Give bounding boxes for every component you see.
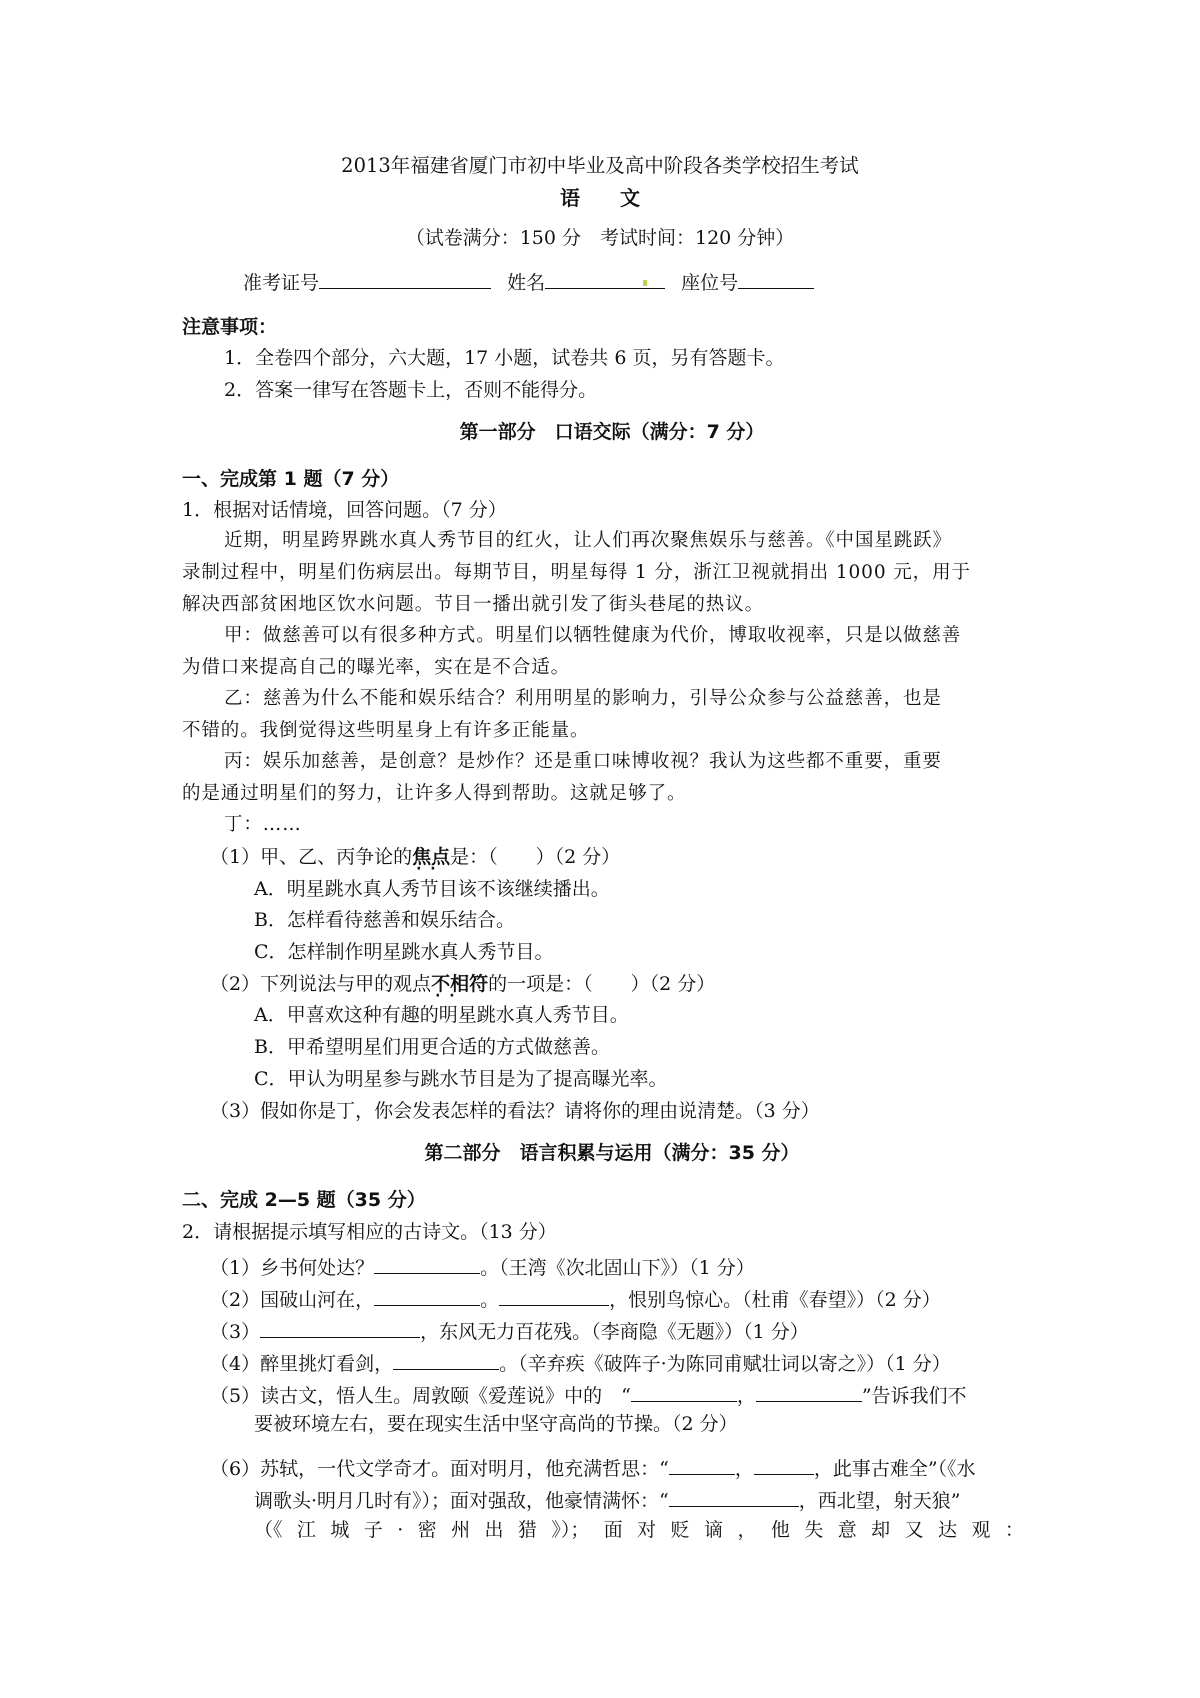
name-label: 姓名: [507, 272, 546, 294]
q1-sub3: （3）假如你是丁，你会发表怎样的看法？请将你的理由说清楚。（3 分）: [210, 1100, 820, 1122]
notice-item: 2．答案一律写在答题卡上，否则不能得分。: [224, 379, 598, 401]
part2-heading: 第二部分 语言积累与运用（满分：35 分）: [424, 1142, 800, 1164]
exam-no-label: 准考证号: [243, 272, 320, 294]
q2-stem: 2．请根据提示填写相应的古诗文。（13 分）: [182, 1221, 557, 1243]
passage-line: 丁：……: [224, 814, 302, 835]
option: C．甲认为明星参与跳水节目是为了提高曝光率。: [254, 1068, 668, 1090]
q2-item-1: [210, 1255, 755, 1278]
answer-blank: [260, 1319, 420, 1338]
q2-item-6-cont: [254, 1488, 960, 1511]
spread-char: 他: [770, 1519, 790, 1541]
text: ，西北望，射天狼”: [798, 1490, 961, 1512]
option: A．甲喜欢这种有趣的明星跳水真人秀节目。: [254, 1004, 629, 1026]
option: B．怎样看待慈善和娱乐结合。: [254, 909, 515, 931]
exam-title: 2013年福建省厦门市初中毕业及高中阶段各类学校招生考试: [341, 154, 859, 177]
notice-heading: 注意事项：: [182, 316, 278, 338]
option: A．明星跳水真人秀节目该不该继续播出。: [254, 878, 610, 900]
q1-sub1-pre: （1）甲、乙、丙争论的: [210, 846, 413, 868]
text: （6）苏轼，一代文学奇才。面对明月，他充满哲思：“: [210, 1458, 669, 1480]
passage-line: 近期，明星跨界跳水真人秀节目的红火，让人们再次聚焦娱乐与慈善。《中国星跳跃》: [224, 530, 952, 551]
text: ”告诉我们不: [861, 1385, 967, 1407]
answer-blank: [393, 1351, 499, 1370]
spread-char: 又: [904, 1519, 924, 1541]
text: ，: [734, 1458, 754, 1480]
passage-line: 录制过程中，明星们伤病层出。每期节目，明星每得 1 分，浙江卫视就捐出 1000 元，用于: [182, 562, 971, 583]
seat-label: 座位号: [681, 272, 739, 294]
spread-char: 》）；: [551, 1519, 590, 1541]
q1-sub1-emphasis: 焦点 · ·: [412, 846, 450, 868]
answer-blank: [499, 1287, 609, 1306]
text: （1）乡书何处达？: [210, 1257, 375, 1279]
part2-section: 二、完成 2—5 题（35 分）: [182, 1189, 426, 1211]
q1-sub1-post: 是：（ ）（2 分）: [450, 846, 621, 868]
passage-line: 解决西部贫困地区饮水问题。节目一播出就引发了街头巷尾的热议。: [182, 594, 765, 615]
part1-heading: 第一部分 口语交际（满分：7 分）: [459, 421, 765, 443]
spread-char: 猎: [517, 1519, 537, 1541]
passage-line: 的是通过明星们的努力，让许多人得到帮助。这就足够了。: [182, 783, 687, 804]
text: 。（辛弃疾《破阵子·为陈同甫赋壮词以寄之》）（1 分）: [499, 1353, 951, 1375]
q2-item-6: [210, 1456, 976, 1479]
spread-char: （《: [254, 1519, 283, 1541]
q1-sub1: [210, 848, 620, 867]
text: 。（王湾《次北固山下》）（1 分）: [480, 1257, 755, 1279]
part1-section: 一、完成第 1 题（7 分）: [182, 468, 400, 490]
spread-char: ，: [737, 1519, 757, 1541]
q2-item-3: [210, 1319, 809, 1342]
spread-char: 意: [837, 1519, 857, 1541]
q1-sub2-pre: （2）下列说法与甲的观点: [210, 973, 432, 995]
spread-char: ·: [397, 1519, 404, 1541]
text: （4）醉里挑灯看剑，: [210, 1353, 394, 1375]
answer-blank: [669, 1456, 735, 1475]
text: （3）: [210, 1321, 261, 1343]
spread-char: 达: [937, 1519, 957, 1541]
answer-blank: [669, 1488, 799, 1507]
spread-char: 贬: [670, 1519, 690, 1541]
q1-sub2-post: 的一项是：（ ）（2 分）: [488, 973, 716, 995]
spread-char: 江: [296, 1519, 316, 1541]
scan-mark: [643, 280, 647, 286]
subject-title: 语 文: [560, 186, 640, 210]
spread-char: 失: [804, 1519, 824, 1541]
text: 调歌头·明月几时有》）；面对强敌，他豪情满怀：“: [254, 1490, 669, 1512]
spread-char: 观: [971, 1519, 991, 1541]
text: ，: [736, 1385, 756, 1407]
answer-blank: [756, 1383, 862, 1402]
spread-char: 却: [871, 1519, 891, 1541]
spread-char: 城: [330, 1519, 350, 1541]
text: （5）读古文，悟人生。周敦颐《爱莲说》中的 “: [210, 1385, 631, 1407]
spread-char: ：: [1004, 1519, 1024, 1541]
text: （2）国破山河在，: [210, 1289, 375, 1311]
answer-blank: [631, 1383, 737, 1402]
spread-char: 面: [603, 1519, 623, 1541]
spread-char: 谪: [704, 1519, 724, 1541]
option: C．怎样制作明星跳水真人秀节目。: [254, 941, 554, 963]
q2-item-2: [210, 1287, 941, 1310]
spread-char: 对: [637, 1519, 657, 1541]
candidate-fields: [243, 270, 814, 293]
q2-item-5: [210, 1383, 967, 1406]
q2-item-4: [210, 1351, 951, 1374]
spread-char: 子: [363, 1519, 383, 1541]
spread-char: 州: [451, 1519, 471, 1541]
notice-item: 1．全卷四个部分，六大题，17 小题，试卷共 6 页，另有答题卡。: [224, 347, 785, 369]
q2-item-5-cont: 要被环境左右，要在现实生活中坚守高尚的节操。（2 分）: [254, 1413, 738, 1435]
option: B．甲希望明星们用更合适的方式做慈善。: [254, 1036, 610, 1058]
passage-line: 乙：慈善为什么不能和娱乐结合？利用明星的影响力，引导公众参与公益慈善，也是: [224, 688, 942, 709]
q1-sub2: [210, 975, 715, 994]
q1-sub2-emphasis: 不相符 · ·: [431, 973, 488, 995]
spread-char: 出: [484, 1519, 504, 1541]
passage-line: 丙：娱乐加慈善，是创意？是炒作？还是重口味博收视？我认为这些都不重要，重要: [224, 751, 942, 772]
passage-line: 为借口来提高自己的曝光率，实在是不合适。: [182, 657, 571, 678]
q1-stem: 1．根据对话情境，回答问题。（7 分）: [182, 499, 507, 521]
seat-blank: [738, 270, 814, 289]
spread-char: 密: [417, 1519, 437, 1541]
exam-meta: （试卷满分：150 分 考试时间：120 分钟）: [405, 227, 795, 249]
text: ，此事古难全”（《水: [813, 1458, 976, 1480]
text: ，东风无力百花残。（李商隐《无题》）（1 分）: [420, 1321, 809, 1343]
text: ，恨别鸟惊心。（杜甫《春望》）（2 分）: [609, 1289, 941, 1311]
exam-no-blank: [319, 270, 491, 289]
passage-line: 不错的。我倒觉得这些明星身上有许多正能量。: [182, 720, 590, 741]
passage-line: 甲：做慈善可以有很多种方式。明星们以牺牲健康为代价，博取收视率，只是以做慈善: [224, 625, 962, 646]
q2-item-6-cont2: [254, 1521, 1024, 1540]
text: 。: [480, 1289, 500, 1311]
answer-blank: [374, 1287, 480, 1306]
answer-blank: [374, 1255, 480, 1274]
answer-blank: [754, 1456, 814, 1475]
name-blank: [545, 270, 665, 289]
